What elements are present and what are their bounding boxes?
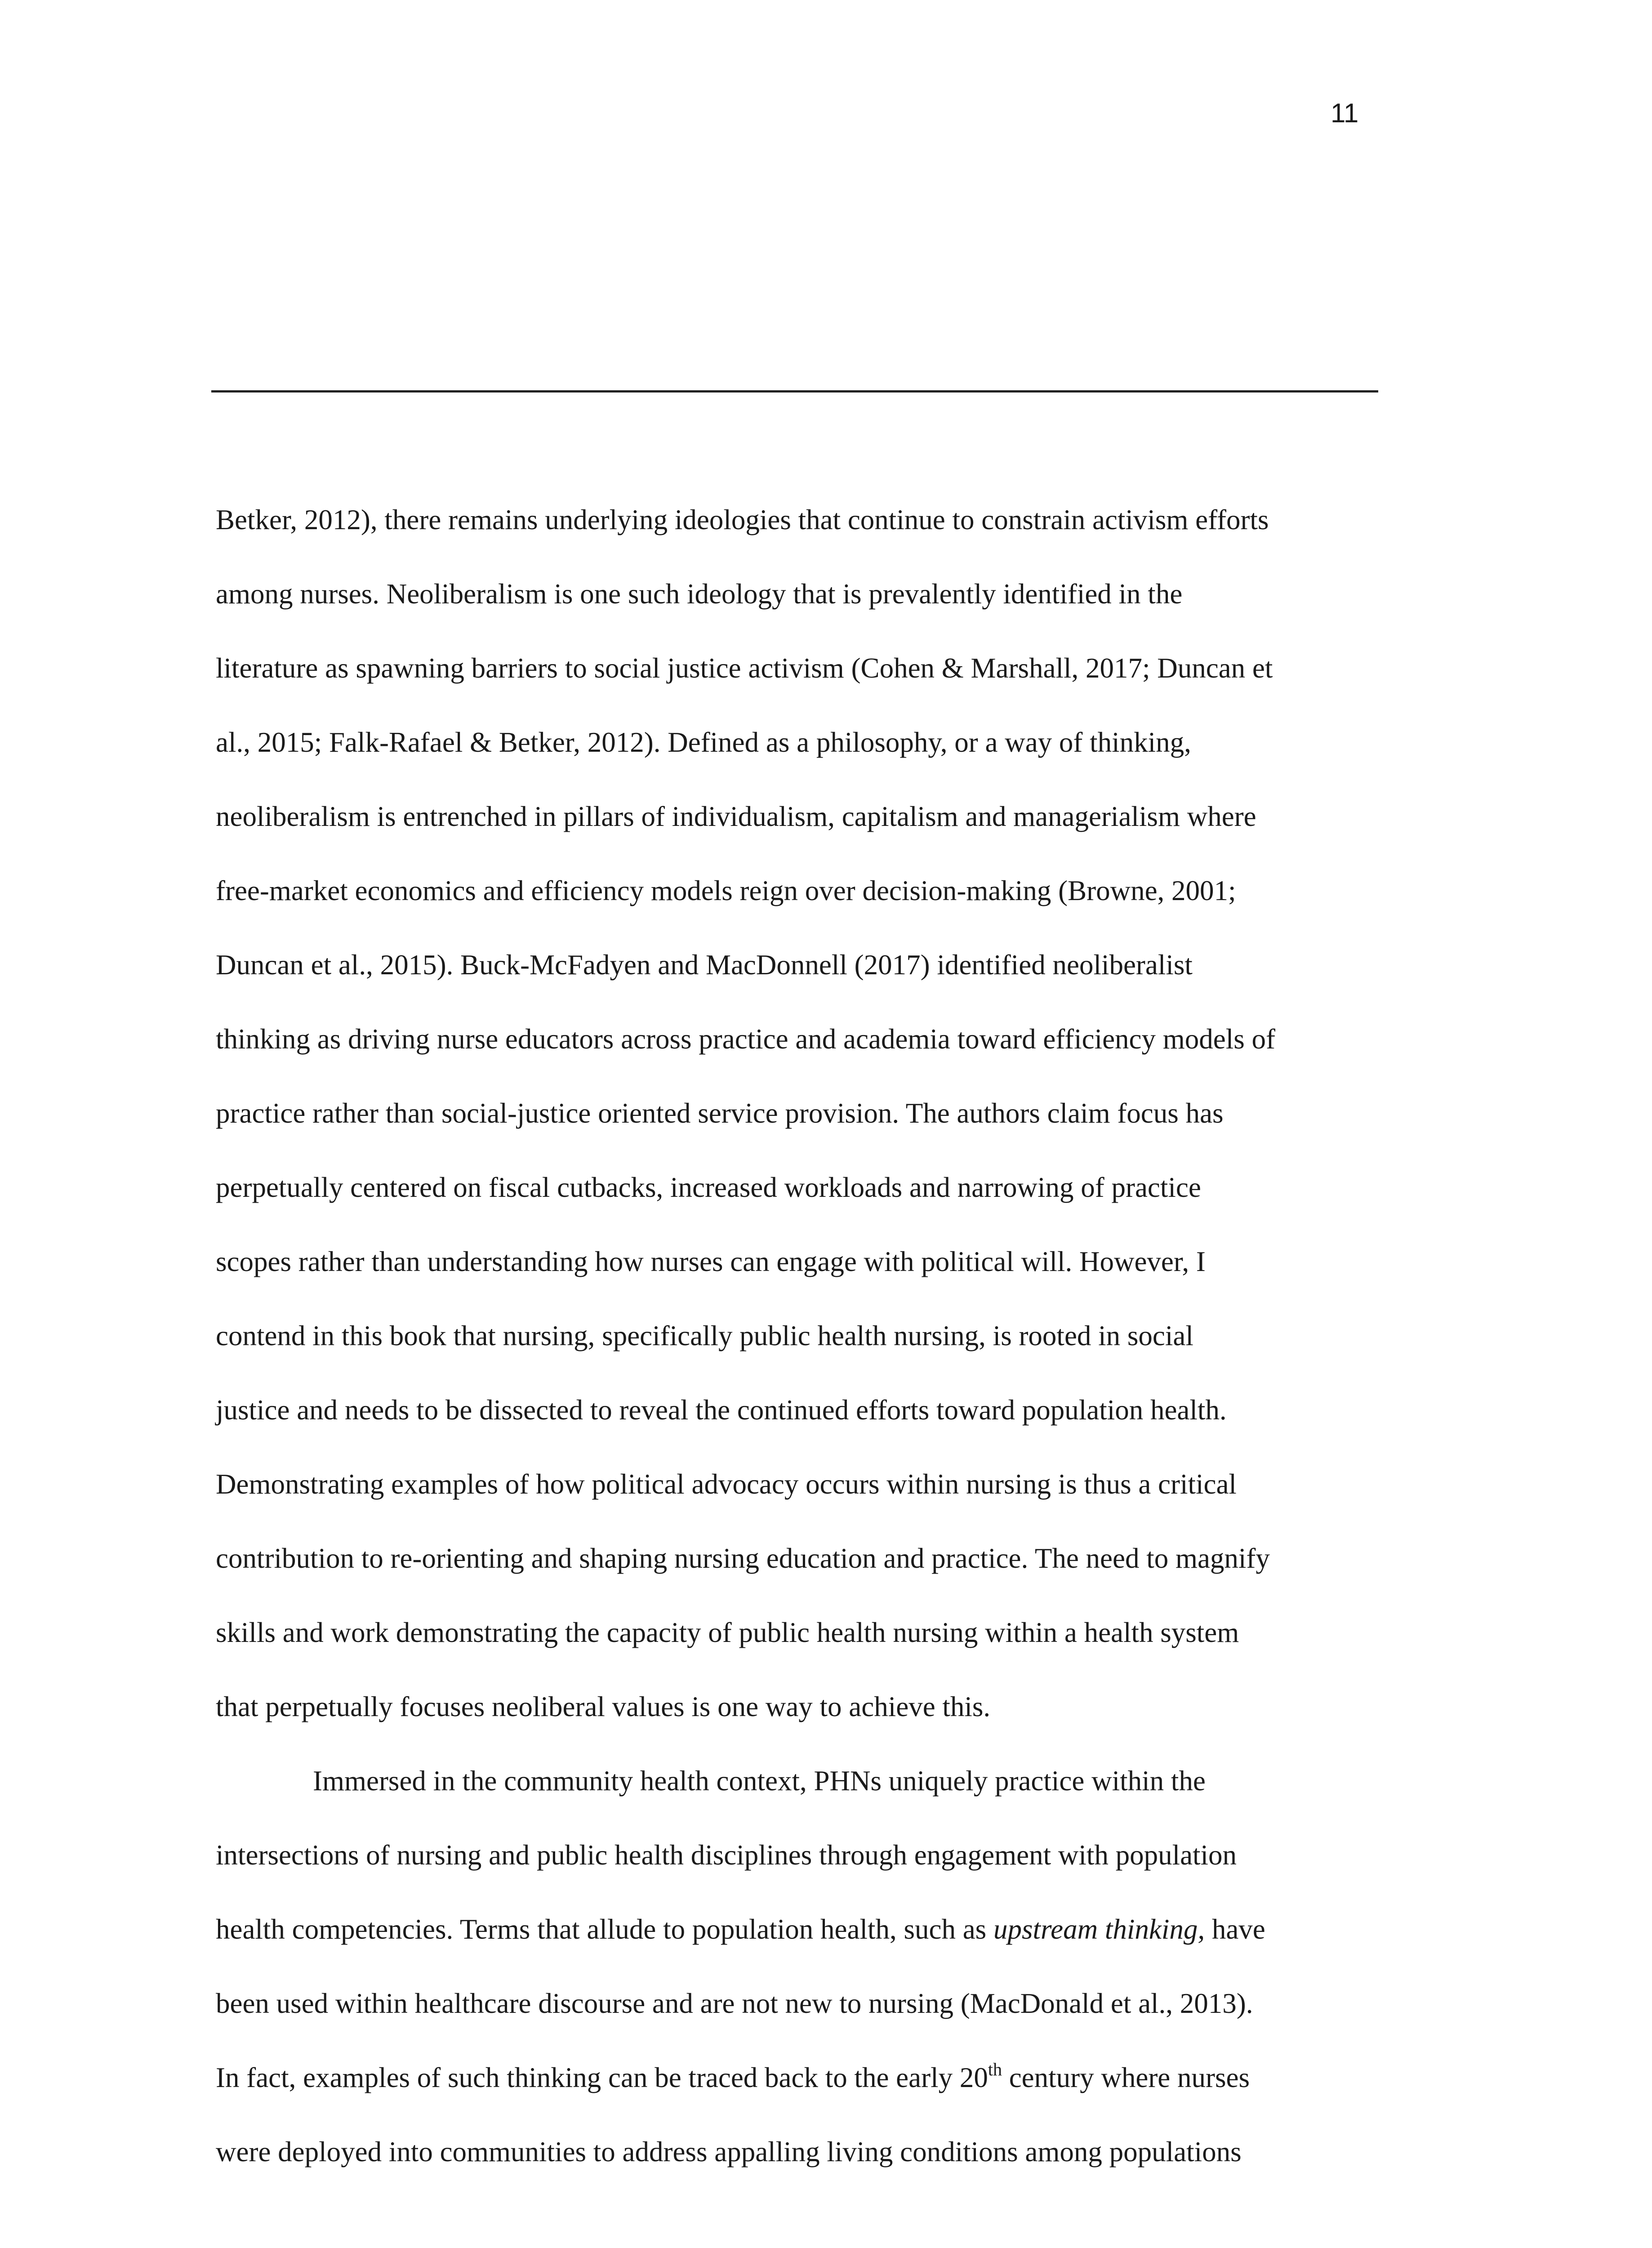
text-line: neoliberalism is entrenched in pillars of individualism, capitalism and managerialism where (216, 801, 1256, 832)
text-line: perpetually centered on fiscal cutbacks, increased workloads and narrowing of practice (216, 1172, 1201, 1203)
text-line: were deployed into communities to address appalling living conditions among populations (216, 2136, 1242, 2168)
text-line (216, 2059, 1250, 2093)
text-line: been used within healthcare discourse and are not new to nursing (MacDonald et al., 2013). (216, 1988, 1253, 2019)
text-line: Betker, 2012), there remains underlying ideologies that continue to constrain activism efforts (216, 504, 1269, 535)
text-line: skills and work demonstrating the capacity of public health nursing within a health system (216, 1617, 1239, 1648)
text-line: contend in this book that nursing, specifically public health nursing, is rooted in social (216, 1320, 1193, 1351)
page-number: 11 (1331, 98, 1359, 128)
text-span: health competencies. Terms that allude to population health, such as (216, 1913, 993, 1945)
text-line: contribution to re-orienting and shaping nursing education and practice. The need to magnify (216, 1543, 1270, 1574)
text-line: among nurses. Neoliberalism is one such ideology that is prevalently identified in the (216, 578, 1183, 610)
text-line: Demonstrating examples of how political advocacy occurs within nursing is thus a critical (216, 1468, 1237, 1500)
text-line: intersections of nursing and public health disciplines through engagement with population (216, 1839, 1237, 1871)
text-line: al., 2015; Falk-Rafael & Betker, 2012). Defined as a philosophy, or a way of thinking, (216, 727, 1191, 758)
text-line: practice rather than social-justice oriented service provision. The authors claim focus has (216, 1097, 1224, 1129)
text-line: that perpetually focuses neoliberal values is one way to achieve this. (216, 1691, 991, 1722)
text-line: Immersed in the community health context, PHNs uniquely practice within the (313, 1765, 1206, 1797)
italic-term: upstream thinking, (993, 1913, 1205, 1945)
text-span: have (1205, 1913, 1265, 1945)
text-line: literature as spawning barriers to social justice activism (Cohen & Marshall, 2017; Duncan et (216, 652, 1273, 684)
text-line: free-market economics and efficiency models reign over decision-making (Browne, 2001; (216, 875, 1236, 906)
text-line: thinking as driving nurse educators across practice and academia toward efficiency models of (216, 1023, 1275, 1055)
text-line: scopes rather than understanding how nurses can engage with political will. However, I (216, 1246, 1206, 1277)
text-span: century where nurses (1002, 2062, 1250, 2093)
text-line (216, 1915, 1265, 1944)
text-span: In fact, examples of such thinking can be traced back to the early 20 (216, 2062, 988, 2093)
superscript-ordinal: th (988, 2059, 1002, 2079)
text-line: Duncan et al., 2015). Buck-McFadyen and MacDonnell (2017) identified neoliberalist (216, 949, 1193, 981)
header-rule (211, 390, 1378, 393)
text-line: justice and needs to be dissected to reveal the continued efforts toward population health. (216, 1394, 1227, 1426)
